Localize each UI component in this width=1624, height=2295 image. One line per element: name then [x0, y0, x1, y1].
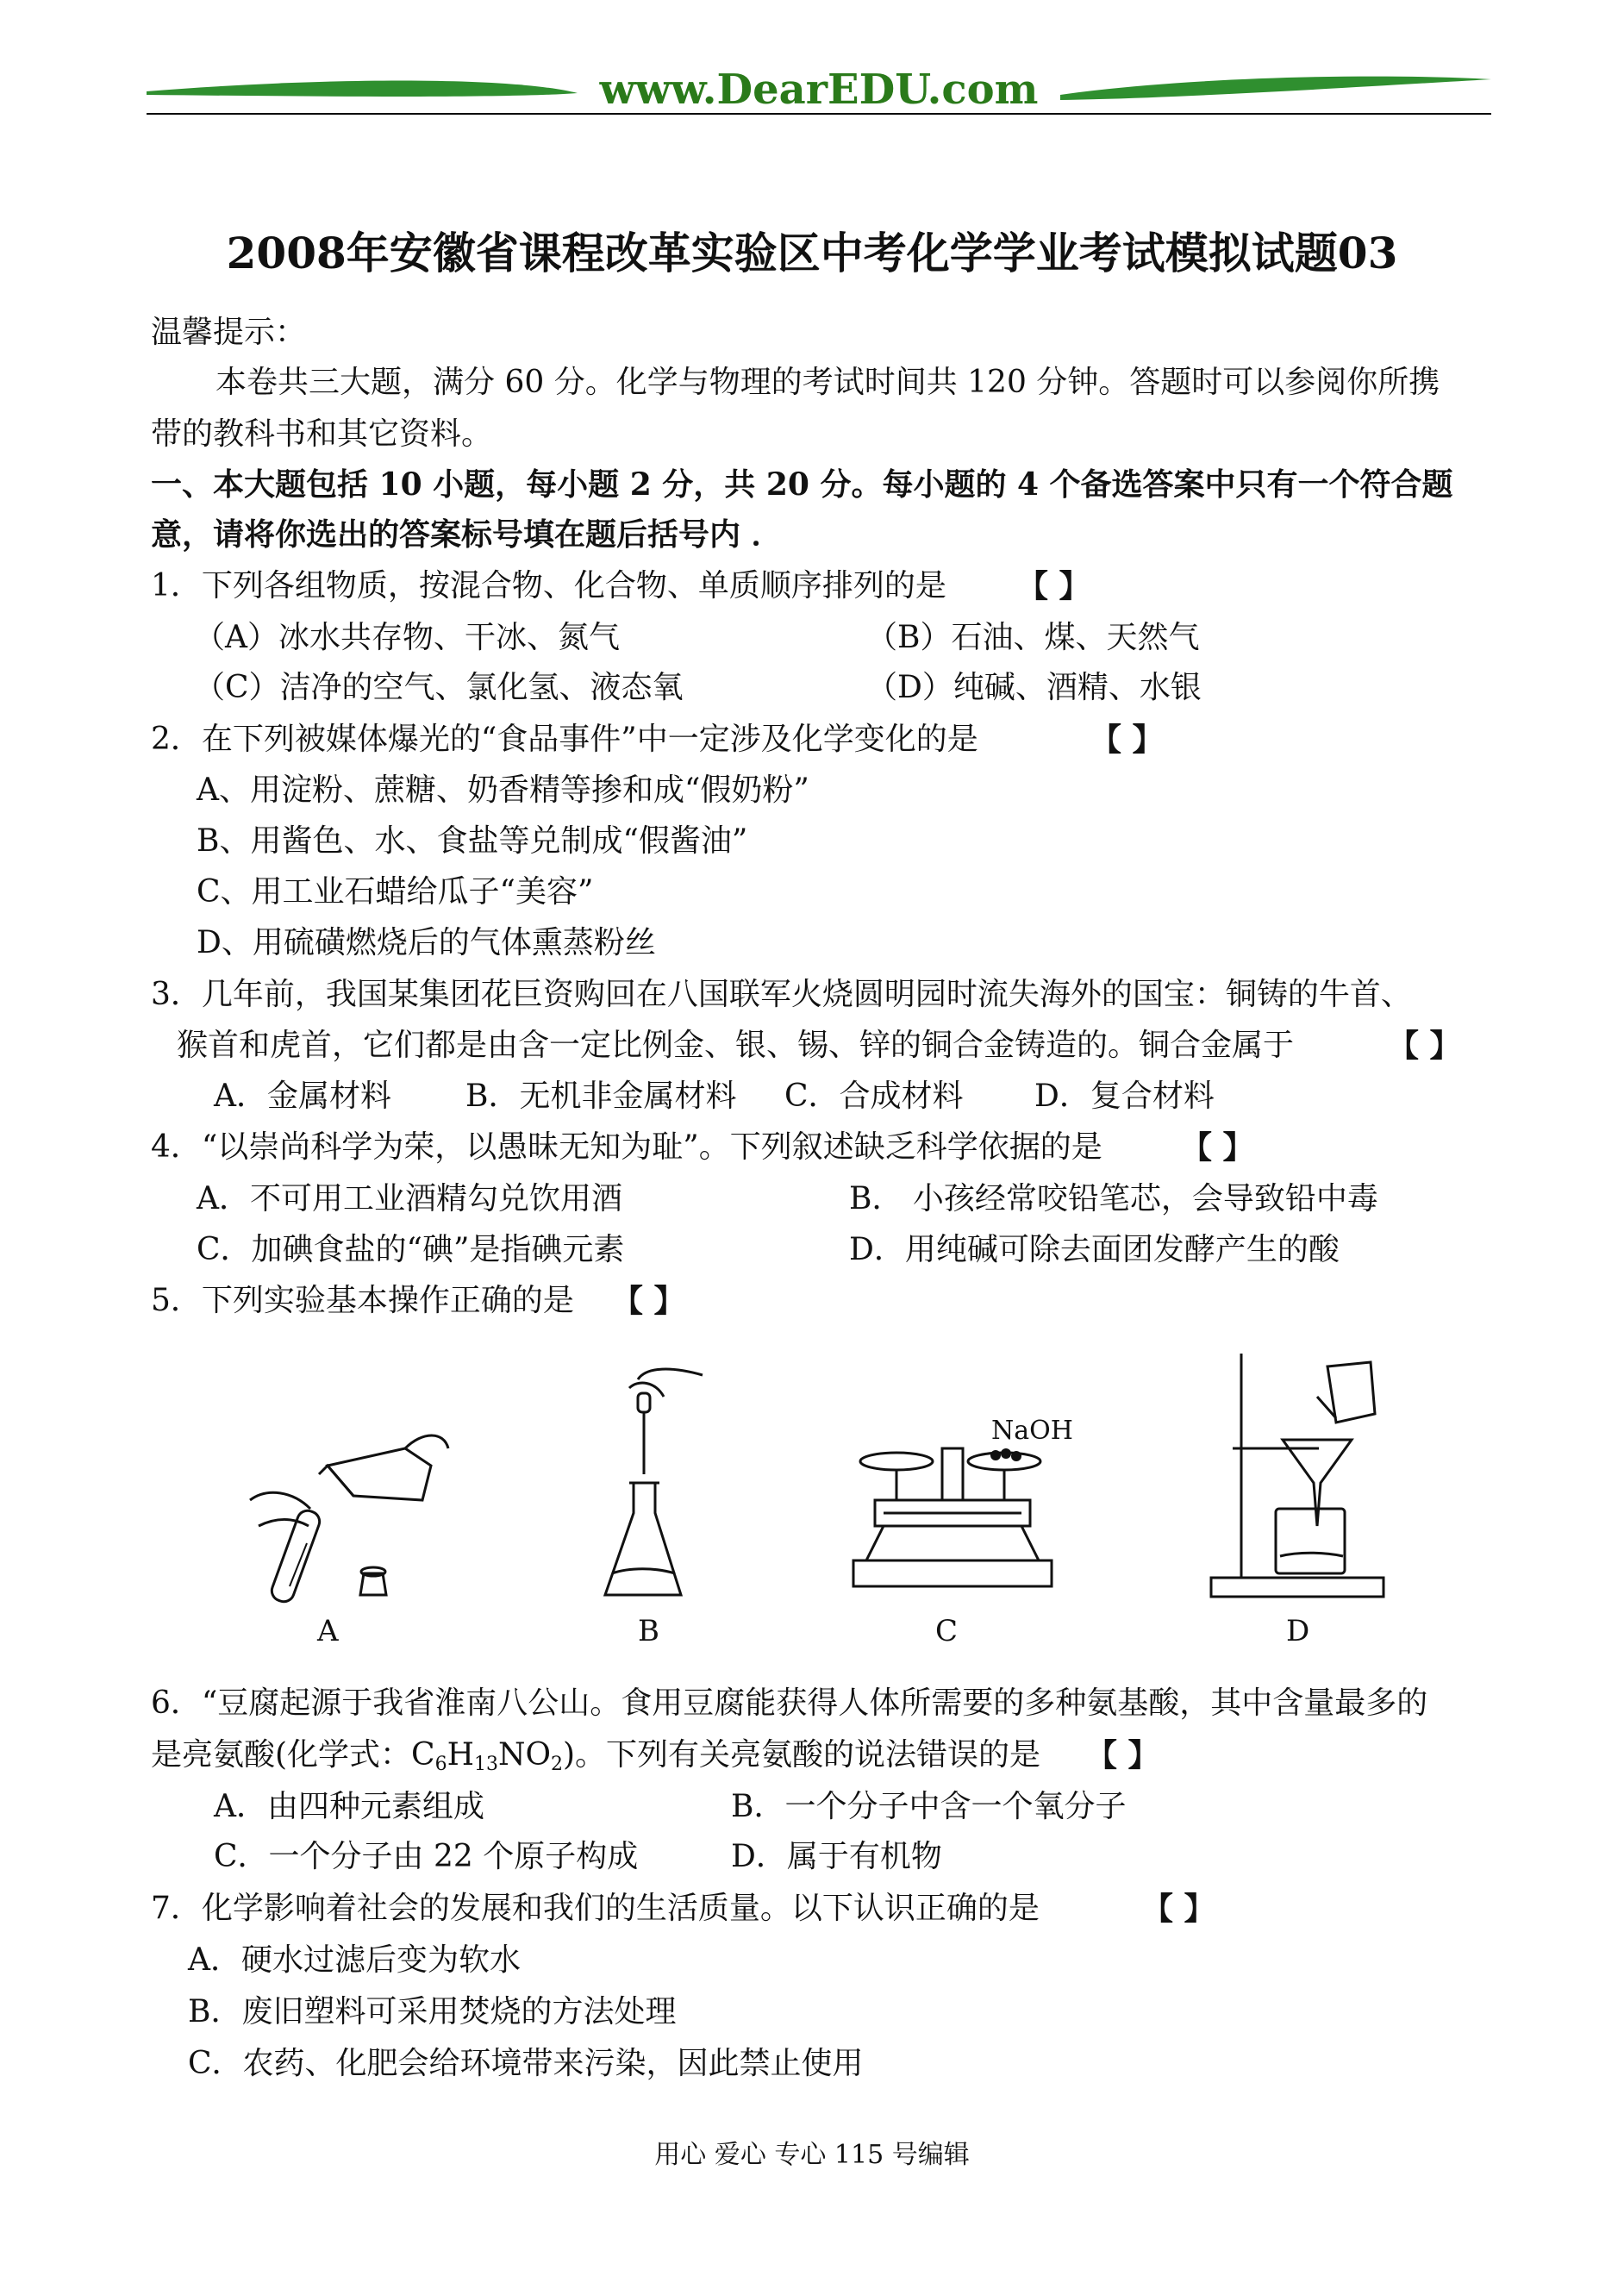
- q6-answer-bracket[interactable]: 【 】: [1086, 1737, 1159, 1773]
- q2-option-c: C、用工业石蜡给瓜子“美容”: [197, 874, 594, 910]
- page-footer: 用心 爱心 专心 115 号编辑: [654, 2140, 970, 2170]
- q2-option-d: D、用硫磺燃烧后的气体熏蒸粉丝: [197, 925, 656, 960]
- q7-option-a: A．硬水过滤后变为软水: [188, 1942, 521, 1978]
- figure-d-filtration: [1207, 1345, 1396, 1604]
- q7-stem: 7．化学影响着社会的发展和我们的生活质量。以下认识正确的是: [151, 1891, 1040, 1926]
- figure-c-naoh-label: NaOH: [991, 1416, 1073, 1446]
- q1-stem: 1．下列各组物质，按混合物、化合物、单质顺序排列的是: [151, 568, 946, 603]
- figure-a-label: A: [317, 1614, 339, 1648]
- q6-option-a: A．由四种元素组成: [214, 1789, 484, 1824]
- q6-option-c: C．一个分子由 22 个原子构成: [214, 1839, 639, 1874]
- q7-option-b: B．废旧塑料可采用焚烧的方法处理: [188, 1994, 677, 2029]
- q2-answer-bracket[interactable]: 【 】: [1090, 722, 1164, 758]
- q4-answer-bracket[interactable]: 【 】: [1181, 1129, 1254, 1166]
- section1-heading-line2: 意，请将你选出的答案标号填在题后括号内 ．: [151, 516, 783, 553]
- q1-option-c: （C）洁净的空气、氯化氢、液态氧: [194, 670, 684, 705]
- tip-text-1: 本卷共三大题，满分 60 分。化学与物理的考试时间共 120 分钟。答题时可以参阅你所携: [215, 365, 1440, 400]
- q4-stem: 4．“以崇尚科学为荣，以愚昧无知为耻”。下列叙述缺乏科学依据的是: [151, 1129, 1102, 1165]
- tip-label: 温馨提示：: [151, 315, 307, 350]
- q6-stem-line1: 6．“豆腐起源于我省淮南八公山。食用豆腐能获得人体所需要的多种氨基酸，其中含量最多的: [151, 1685, 1428, 1721]
- tip-text-2: 带的教科书和其它资料。: [151, 416, 493, 452]
- q1-option-b: （B）石油、煤、天然气: [866, 620, 1200, 655]
- q1-option-d: （D）纯碱、酒精、水银: [866, 670, 1202, 705]
- q2-option-a: A、用淀粉、蔗糖、奶香精等掺和成“假奶粉”: [197, 772, 809, 808]
- q3-option-b: B．无机非金属材料: [465, 1079, 737, 1114]
- q3-option-d: D．复合材料: [1034, 1079, 1215, 1114]
- figure-d-label: D: [1286, 1614, 1310, 1648]
- q3-answer-bracket[interactable]: 【 】: [1388, 1028, 1461, 1064]
- q5-stem: 5．下列实验基本操作正确的是: [151, 1283, 574, 1318]
- q6-option-b: B．一个分子中含一个氧分子: [731, 1789, 1127, 1824]
- site-logo-banner: [147, 60, 1491, 129]
- figure-a-pouring-test-tube: [233, 1414, 457, 1612]
- q3-option-c: C．合成材料: [784, 1079, 964, 1114]
- q4-option-b: B． 小孩经常咬铅笔芯，会导致铅中毒: [849, 1181, 1378, 1216]
- q4-option-a: A．不可用工业酒精勾兑饮用酒: [197, 1181, 622, 1216]
- q3-option-a: A．金属材料: [214, 1079, 391, 1114]
- right-swoosh: [1060, 77, 1491, 100]
- q1-option-a: （A）冰水共存物、干冰、氮气: [194, 620, 620, 655]
- figure-c-label: C: [935, 1614, 959, 1648]
- left-swoosh: [147, 81, 578, 97]
- page-title: 2008年安徽省课程改革实验区中考化学学业考试模拟试题03: [226, 228, 1398, 278]
- q2-stem: 2．在下列被媒体爆光的“食品事件”中一定涉及化学变化的是: [151, 722, 978, 757]
- q3-stem-line2: 猴首和虎首，它们都是由含一定比例金、银、锡、锌的铜合金铸造的。铜合金属于: [177, 1028, 1295, 1063]
- q3-stem-line1: 3．几年前，我国某集团花巨资购回在八国联军火烧圆明园时流失海外的国宝：铜铸的牛首、: [151, 977, 1412, 1012]
- q4-option-c: C．加碘食盐的“碘”是指碘元素: [197, 1232, 625, 1267]
- q5-answer-bracket[interactable]: 【 】: [612, 1283, 685, 1319]
- q2-option-b: B、用酱色、水、食盐等兑制成“假酱油”: [197, 823, 748, 859]
- section1-heading-line1: 一、本大题包括 10 小题，每小题 2 分，共 20 分。每小题的 4 个备选答案中只有一个符合题: [151, 466, 1453, 503]
- q4-option-d: D．用纯碱可除去面团发酵产生的酸: [849, 1232, 1340, 1267]
- q7-answer-bracket[interactable]: 【 】: [1142, 1891, 1215, 1927]
- figure-b-dropper-flask: [595, 1362, 715, 1612]
- q7-option-c: C．农药、化肥会给环境带来污染，因此禁止使用: [188, 2046, 864, 2081]
- q1-answer-bracket[interactable]: 【 】: [1017, 568, 1090, 604]
- figure-b-label: B: [638, 1614, 659, 1648]
- q6-stem-line2: 是亮氨酸(化学式：$C_6H_{13}NO_2$)。下列有关亮氨酸的说法错误的是: [151, 1737, 1041, 1775]
- q6-option-d: D．属于有机物: [731, 1839, 942, 1874]
- site-name: www.DearEDU.com: [599, 66, 1039, 114]
